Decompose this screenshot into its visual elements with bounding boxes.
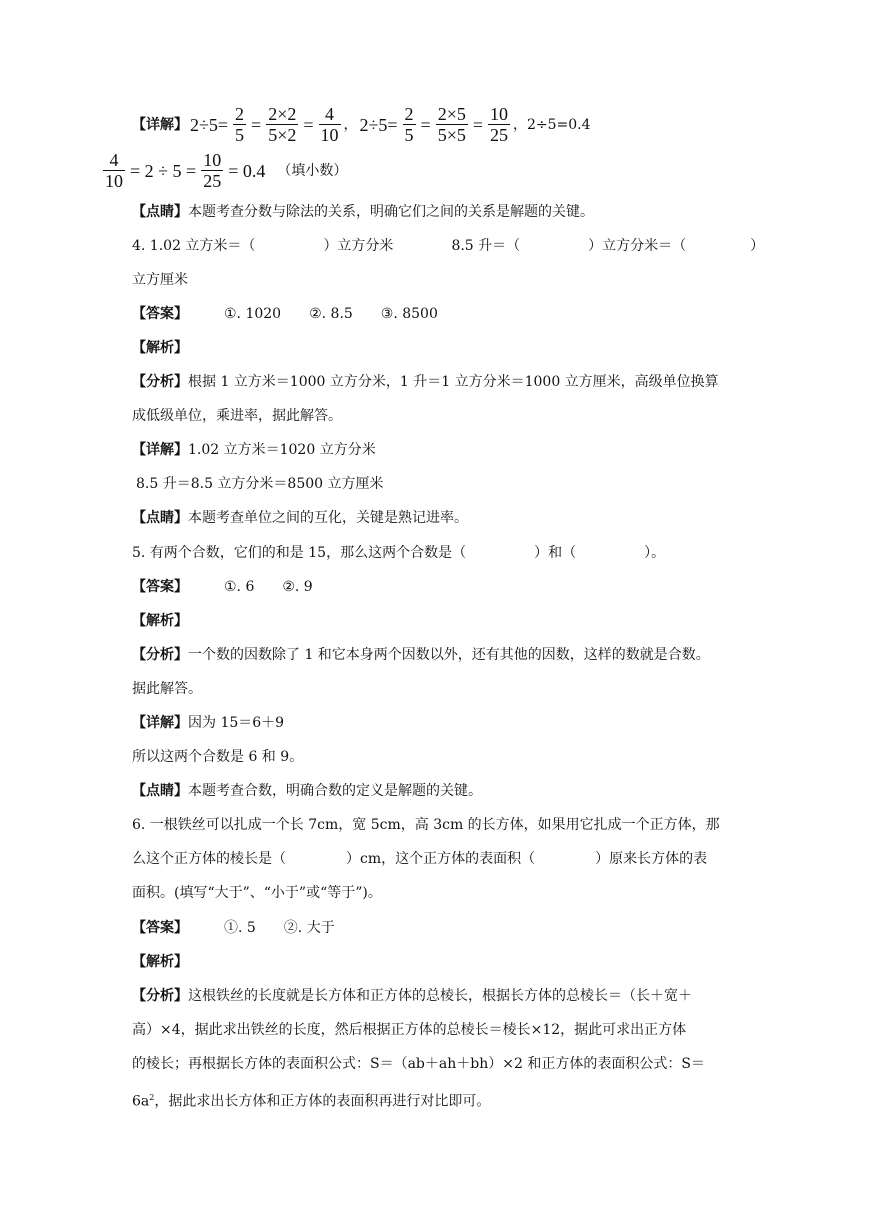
q5-stem — [132, 543, 665, 563]
detail-tag: 【详解】 — [132, 442, 188, 458]
fraction: $\frac{10}{25}$ — [203, 150, 222, 191]
math-text: = 0.4 — [228, 160, 266, 181]
q6-text: ）cm，这个正方体的表面积（ — [346, 851, 536, 867]
q6-method-4 — [132, 1088, 490, 1112]
q6-text: 么这个正方体的棱长是（ — [132, 851, 286, 867]
method-text: 这根铁丝的长度就是长方体和正方体的总棱长，根据长方体的总棱长＝（长＋宽＋ — [188, 988, 692, 1004]
q6-answer — [132, 918, 335, 938]
q5-detail-2: 所以这两个合数是 6 和 9。 — [132, 749, 304, 765]
point-text: 本题考查单位之间的互化，关键是熟记进率。 — [188, 510, 468, 526]
answer-text: ①. 1020 ②. 8.5 ③. 8500 — [224, 306, 438, 322]
detail-text: 因为 15＝6＋9 — [188, 715, 285, 731]
math-text: 2÷5= — [359, 114, 398, 135]
q4-stem-line-1 — [132, 236, 764, 256]
detail-tag: 【详解】 — [132, 116, 188, 133]
method-text: 一个数的因数除了 1 和它本身两个因数以外，还有其他的因数，这样的数就是合数。 — [188, 647, 710, 663]
q5-text: 5. 有两个合数，它们的和是 15，那么这两个合数是（ — [132, 545, 467, 561]
method-text: ，据此求出长方体和正方体的表面积再进行对比即可。 — [154, 1093, 491, 1110]
q4-detail-1 — [132, 440, 376, 460]
method-tag: 【分析】 — [132, 374, 188, 390]
q5-detail-1 — [132, 713, 284, 733]
answer-text: ①. 6 ②. 9 — [224, 579, 313, 595]
math-tail: ，2÷5=0.4 — [513, 116, 591, 133]
q4-analysis-tag: 【解析】 — [132, 340, 188, 356]
q4-text: ）立方分米 — [323, 238, 394, 254]
fraction: $\frac{4}{10}$ — [320, 104, 339, 145]
q4-method-2: 成低级单位，乘进率，据此解答。 — [132, 408, 342, 424]
fraction: $\frac{2}{5}$ — [404, 104, 414, 145]
math-text: 2÷5= — [190, 114, 229, 135]
q3-point — [132, 202, 594, 222]
q5-point — [132, 781, 482, 801]
q6-method-1 — [132, 986, 692, 1006]
q5-answer — [132, 577, 313, 597]
q6-analysis-tag: 【解析】 — [132, 954, 188, 970]
equals-sign: = — [420, 114, 431, 135]
point-text: 本题考查合数，明确合数的定义是解题的关键。 — [188, 783, 482, 799]
superscript: 2 — [149, 1093, 155, 1102]
equals-sign: = — [303, 114, 314, 135]
q5-method-1 — [132, 645, 710, 665]
answer-tag: 【答案】 — [132, 579, 188, 595]
q3-detail-math-line-2 — [100, 150, 347, 191]
q4-detail-2: 8.5 升＝8.5 立方分米＝8500 立方厘米 — [136, 476, 384, 492]
q6-stem-line-2 — [132, 849, 707, 869]
method-tag: 【分析】 — [132, 988, 188, 1004]
q4-stem-line-2: 立方厘米 — [132, 272, 188, 288]
q4-text: ） — [750, 238, 765, 254]
equals-sign: = — [251, 114, 262, 135]
detail-tag: 【详解】 — [132, 715, 188, 731]
q5-text: ）。 — [644, 545, 666, 561]
method-tag: 【分析】 — [132, 647, 188, 663]
q6-method-2: 高）×4，据此求出铁丝的长度，然后根据正方体的总棱长＝棱长×12，据此可求出正方体 — [132, 1022, 687, 1038]
q6-method-3: 的棱长；再根据长方体的表面积公式：S＝（ab＋ah＋bh）×2 和正方体的表面积公式：S＝ — [132, 1056, 705, 1072]
q4-answer — [132, 304, 438, 324]
detail-text: 1.02 立方米＝1020 立方分米 — [188, 442, 376, 458]
fraction: $\frac{2\times 2}{5\times 2}$ — [268, 104, 297, 145]
answer-text: ①. 5 ②. 大于 — [224, 920, 335, 936]
q4-method-1 — [132, 372, 719, 392]
method-text: 根据 1 立方米＝1000 立方分米，1 升＝1 立方分米＝1000 立方厘米，高级单位换算 — [188, 374, 719, 390]
q4-text: ）立方分米＝（ — [588, 238, 687, 254]
fraction: $\frac{2\times 5}{5\times 5}$ — [437, 104, 466, 145]
math-text: 6a — [132, 1093, 150, 1110]
fraction: $\frac{2}{5}$ — [235, 104, 245, 145]
answer-tag: 【答案】 — [132, 306, 188, 322]
q5-method-2: 据此解答。 — [132, 681, 202, 697]
q5-analysis-tag: 【解析】 — [132, 613, 188, 629]
math-text: = 2 ÷ 5 = — [130, 160, 197, 181]
point-tag: 【点睛】 — [132, 783, 188, 799]
fraction: $\frac{10}{25}$ — [490, 104, 508, 145]
comma: ， — [343, 116, 358, 133]
q4-text: 4. 1.02 立方米＝（ — [132, 238, 256, 254]
point-tag: 【点睛】 — [132, 204, 188, 220]
answer-tag: 【答案】 — [132, 920, 188, 936]
q4-point — [132, 508, 468, 528]
fill-note: （填小数） — [277, 162, 348, 179]
equals-sign: = — [472, 114, 483, 135]
q6-stem-line-3: 面积。(填写“大于”、“小于”或“等于”)。 — [132, 885, 382, 901]
q4-text: 8.5 升＝（ — [451, 238, 521, 254]
q5-text: ）和（ — [534, 545, 577, 561]
point-tag: 【点睛】 — [132, 510, 188, 526]
point-text: 本题考查分数与除法的关系，明确它们之间的关系是解题的关键。 — [188, 204, 594, 220]
fraction: $\frac{4}{10}$ — [105, 150, 123, 191]
q6-text: ）原来长方体的表 — [595, 851, 708, 867]
q6-stem-line-1: 6. 一根铁丝可以扎成一个长 7cm，宽 5cm，高 3cm 的长方体，如果用它扎成一个正方体，那 — [132, 817, 720, 833]
q3-detail-math-line — [132, 104, 591, 145]
